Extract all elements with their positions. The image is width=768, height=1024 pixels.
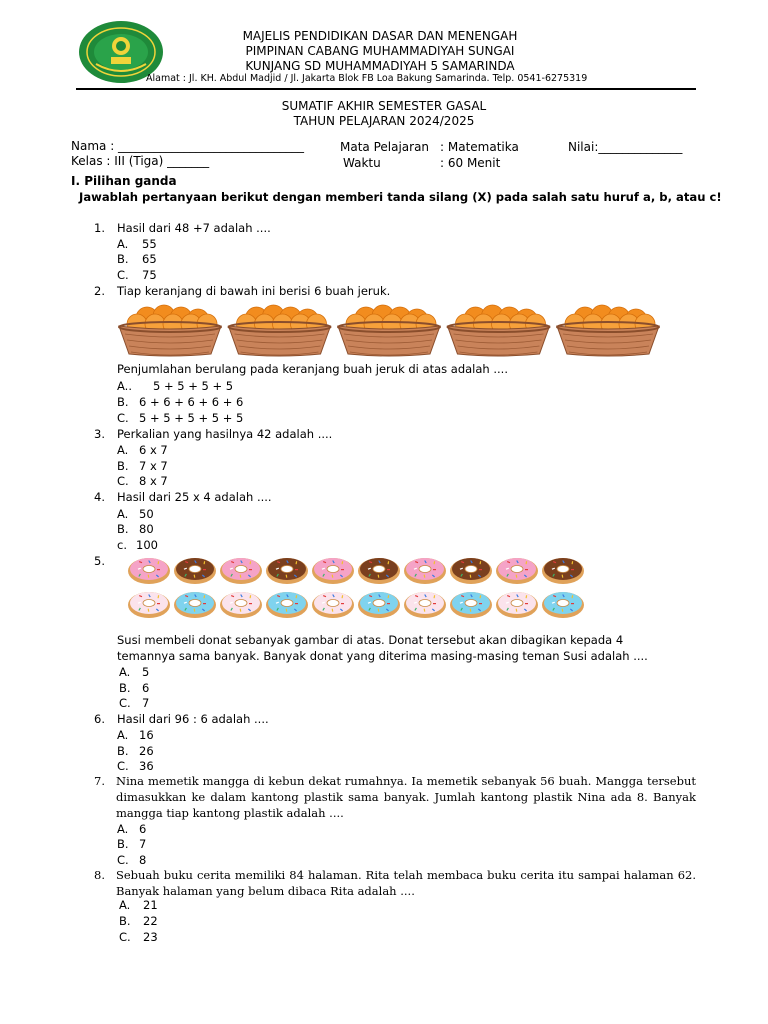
q3-option-a-value: 6 x 7 [139,443,168,457]
question-1-number: 1. [94,221,105,235]
question-7-number: 7. [94,774,105,788]
q1-option-a-value: 55 [142,237,157,251]
q6-option-c-letter[interactable]: C. [117,759,129,773]
q5-option-c-letter[interactable]: C. [119,696,131,710]
q2-option-b-value: 6 + 6 + 6 + 6 + 6 [139,395,244,409]
q7-option-c-letter[interactable]: C. [117,853,129,867]
q4-option-b-value: 80 [139,522,154,536]
q4-option-c-value: 100 [136,538,158,552]
q6-option-a-value: 16 [139,728,154,742]
q8-option-a-letter[interactable]: A. [119,898,131,912]
q2-option-b-letter[interactable]: B. [117,395,129,409]
q6-option-a-letter[interactable]: A. [117,728,129,742]
q1-option-b-value: 65 [142,252,157,266]
class-field: Kelas : III (Tiga) _______ [71,154,210,168]
q7-option-a-letter[interactable]: A. [117,822,129,836]
q4-option-a-value: 50 [139,507,154,521]
header-line-3: KUNJANG SD MUHAMMADIYAH 5 SAMARINDA [245,59,515,73]
question-4-text: Hasil dari 25 x 4 adalah .... [117,490,272,504]
q5-option-b-value: 6 [142,681,150,695]
exam-title: SUMATIF AKHIR SEMESTER GASAL [281,99,487,113]
question-6-number: 6. [94,712,105,726]
question-8-number: 8. [94,868,105,882]
question-8-text: Sebuah buku cerita memiliki 84 halaman. Rita telah membaca buku cerita itu sampai halaman 62. Banyak halaman yang belum dibaca Rita adalah .... [116,868,696,898]
question-2-text: Tiap keranjang di bawah ini berisi 6 buah jeruk. [117,284,391,298]
question-3-text: Perkalian yang hasilnya 42 adalah .... [117,427,333,441]
q2-option-c-letter[interactable]: C. [117,411,129,425]
question-4-number: 4. [94,490,105,504]
header-divider [76,88,696,90]
q3-option-b-value: 7 x 7 [139,459,168,473]
q7-option-b-value: 7 [139,837,147,851]
q1-option-a-letter[interactable]: A. [117,237,129,251]
q2-option-a-value: 5 + 5 + 5 + 5 [153,379,234,393]
question-3-number: 3. [94,427,105,441]
q7-option-b-letter[interactable]: B. [117,837,129,851]
q2-option-a-letter[interactable]: A.. [117,379,132,393]
q1-option-c-letter[interactable]: C. [117,268,129,282]
q8-option-c-letter[interactable]: C. [119,930,131,944]
donuts-image [126,554,590,618]
q4-option-b-letter[interactable]: B. [117,522,129,536]
q5-option-a-value: 5 [142,665,150,679]
q6-option-b-value: 26 [139,744,154,758]
time-value: : 60 Menit [440,156,501,170]
question-2-number: 2. [94,284,105,298]
section-title: I. Pilihan ganda [71,174,177,188]
orange-baskets-image [117,300,662,358]
header-address: Alamat : Jl. KH. Abdul Madjid / Jl. Jakarta Blok FB Loa Bakung Samarinda. Telp. 0541-6275319 [146,73,588,84]
q3-option-a-letter[interactable]: A. [117,443,129,457]
exam-year: TAHUN PELAJARAN 2024/2025 [293,114,475,128]
q4-option-c-letter[interactable]: c. [117,538,127,552]
question-5-text-2: temannya sama banyak. Banyak donat yang diterima masing-masing teman Susi adalah .... [117,649,648,663]
q7-option-a-value: 6 [139,822,147,836]
q8-option-c-value: 23 [143,930,158,944]
q3-option-b-letter[interactable]: B. [117,459,129,473]
subject-label: Mata Pelajaran [340,140,430,154]
question-6-text: Hasil dari 96 : 6 adalah .... [117,712,269,726]
q2-option-c-value: 5 + 5 + 5 + 5 + 5 [139,411,244,425]
score-field: Nilai:______________ [568,140,683,154]
q1-option-c-value: 75 [142,268,157,282]
question-5-number: 5. [94,554,105,568]
question-2-text-2: Penjumlahan berulang pada keranjang buah jeruk di atas adalah .... [117,362,508,376]
q5-option-c-value: 7 [142,696,150,710]
q8-option-b-value: 22 [143,914,158,928]
name-field: Nama : _______________________________ [71,139,305,153]
section-instruction: Jawablah pertanyaan berikut dengan memberi tanda silang (X) pada salah satu huruf a, b, atau c! [79,190,722,204]
q3-option-c-value: 8 x 7 [139,474,168,488]
question-5-text: Susi membeli donat sebanyak gambar di atas. Donat tersebut akan dibagikan kepada 4 [117,633,624,647]
q1-option-b-letter[interactable]: B. [117,252,129,266]
q5-option-b-letter[interactable]: B. [119,681,131,695]
subject-value: : Matematika [440,140,519,154]
q7-option-c-value: 8 [139,853,147,867]
header-line-2: PIMPINAN CABANG MUHAMMADIYAH SUNGAI [245,44,515,58]
q4-option-a-letter[interactable]: A. [117,507,129,521]
q6-option-c-value: 36 [139,759,154,773]
q8-option-b-letter[interactable]: B. [119,914,131,928]
time-label: Waktu [343,156,381,170]
question-7-text: Nina memetik mangga di kebun dekat rumahnya. Ia memetik sebanyak 56 buah. Mangga tersebut dimasukkan ke dalam kantong plastik sama banyak. Jumlah kantong plastik Nina ada 8. Banyak mangga tiap kantong plastik adalah .... [116,774,696,820]
question-1-text: Hasil dari 48 +7 adalah .... [117,221,271,235]
q6-option-b-letter[interactable]: B. [117,744,129,758]
q5-option-a-letter[interactable]: A. [119,665,131,679]
q8-option-a-value: 21 [143,898,158,912]
header-line-1: MAJELIS PENDIDIKAN DASAR DAN MENENGAH [242,29,518,43]
q3-option-c-letter[interactable]: C. [117,474,129,488]
